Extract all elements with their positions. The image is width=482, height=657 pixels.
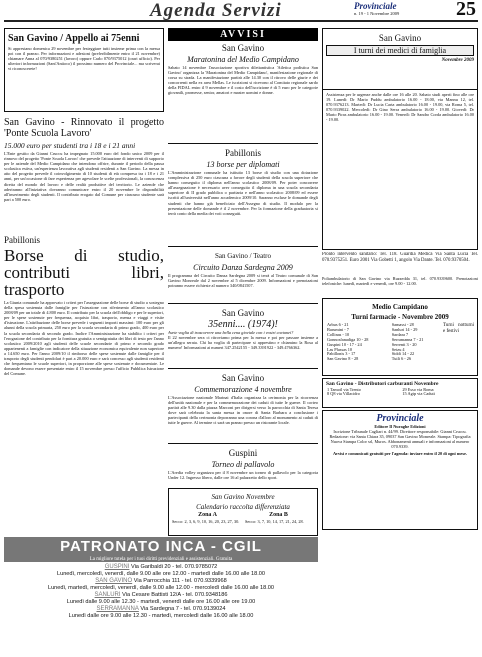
article-body: L'Ente gestito da Gianni Cruccu ha impegnato 15.000 euro del fondo unico 2009 per il rinnovo del progetto 'Ponte Scuola Lavoro' che prevede l'attuazione di interventi di supporto per le aziende del Medio Campidano che intendono offrire, durante il periodo della pausa scolastica estiva, un'esperienza lavorativa agli studenti residenti a San Gavino. La messa in atto del progetto prevede il coinvolgimento di 10 studenti di età compresa tra i 18 e i 21 anni, per un'occasione di fare esperienza per agevolare le scelte professionali, la conoscenza diretta del mondo del lavoro e delle realtà produttive del territorio. Le aziende che aderiranno all'iniziativa dovranno comunicare entro il 20 novembre le disponibilità all'inserimento degli studenti. Il contributo erogato dal Comune per ciascuno studente sarà pari a 500 euro. bbox=[4, 151, 164, 202]
zone-b-dates: Secco: 3, 7, 10, 14, 17, 21, 24, 28. bbox=[245, 519, 304, 524]
article-commemorazione bbox=[168, 371, 318, 441]
article-maratonina bbox=[168, 41, 318, 141]
office-city: SERRAMANNA bbox=[96, 606, 139, 612]
article-lead: Avete voglia di trascorrere una bella cena gioviale con i vostri coetanei? bbox=[168, 330, 294, 335]
article-kicker: Medio Campidano bbox=[372, 303, 428, 311]
zone-a-dates: Secco: 2, 3, 6, 9, 10, 16, 20, 23, 27, 30. bbox=[172, 519, 240, 524]
article-appello bbox=[4, 28, 164, 112]
farmacia-cell: Serrenti 3 - 20 bbox=[391, 341, 417, 347]
patronato-office-line bbox=[4, 599, 318, 606]
carburanti-title: San Gavino - Distributori carburanti Novembre bbox=[326, 381, 439, 387]
colophon-logo: Provinciale bbox=[376, 413, 424, 424]
farmacia-cell: Collinas - 10 bbox=[327, 331, 350, 337]
office-details: Via Cesare Battisti 12/A - tel. 070.9348186 bbox=[122, 592, 228, 598]
farmacia-cell: Setzu 4 bbox=[391, 346, 405, 352]
patronato-office-line bbox=[4, 564, 318, 571]
farmacia-cell: Sardara 7 bbox=[391, 331, 409, 337]
article-title: Borse di studio, contributi libri, trasporto bbox=[4, 246, 164, 299]
office-details: Lunedì, martedì, mercoledì, venerdì, dalle 9.00 alle 12.00 - mercoledì dalle 16.00 alle 18.00 bbox=[47, 585, 275, 591]
article-kicker: San Gavino Novembre bbox=[211, 493, 275, 501]
farmacia-cell: Arbus 6 - 21 bbox=[327, 322, 349, 327]
article-body: Il 22 novembre sera ci ritroviamo prima per la messa e poi per passare insieme a un'allegra serata. Chi ha voglia di partecipare si apprestino e chiamino la Rosa al numero! Informazioni ai numeri 347.2542155 - 349.3391922 - 349.4766362. bbox=[168, 335, 318, 351]
zone-a-label: Zona A bbox=[198, 512, 217, 518]
article-kicker: San Gavino / Teatro bbox=[215, 252, 271, 260]
patronato-subtitle: La migliore tutela per i tuoi diritti previdenziali e assistenziali. Gratuita bbox=[4, 557, 318, 562]
article-title: Commemorazione 4 novembre bbox=[194, 385, 292, 394]
farmacia-cell: Pabillonis 3 - 17 bbox=[327, 351, 356, 357]
zone-b-label: Zona B bbox=[269, 512, 288, 518]
medici-header bbox=[322, 28, 478, 90]
office-city: GUSPINI bbox=[104, 564, 130, 570]
page-number: 25 bbox=[456, 0, 476, 20]
colophon-body: Iscrizione Tribunale Cagliari n. 44/99. Direttore responsabile: Gianni Cruccu. Redazione: via Santa Chiara 35, 09037 San Gavino Monreale. Stampa: Tipografia Nuova Stampa Color srl, Muros. Abbonamenti annuali e informazioni al numero 070.9339. bbox=[329, 429, 471, 450]
patronato-office-line bbox=[4, 613, 318, 620]
article-pallavolo bbox=[168, 446, 318, 486]
divider bbox=[168, 303, 318, 304]
farmacia-cell: San Gavino 8 - 28 bbox=[327, 356, 359, 362]
article-borse bbox=[4, 233, 164, 531]
office-details: Lunedì, mercoledì, venerdì, dalle 9.00 alle ore 12.00 - martedì dalle 16.00 alle 18.00 bbox=[56, 571, 266, 577]
farmacie-note: Turni notturni e festivi bbox=[443, 323, 474, 334]
article-calendario bbox=[168, 488, 318, 536]
column-right bbox=[322, 28, 478, 533]
page-header bbox=[0, 0, 482, 26]
article-body: Si apprestano domenica 29 novembre per festeggiare tutti insieme prima con la messa poi con il pranzo. Per informazioni e adesioni (preferibilmente entro il 21 novembre) chiamare Anna al 070/9380251 (lavoro) oppure Carlo 070/9375012 (orari ufficio). Per ulteriori informazioni (Sant'Antioco) il prossimo numero del Provinciale... ma scriverai vi riconoscerete! bbox=[8, 46, 160, 72]
carburante-cell: 29 Esso via Roma bbox=[402, 386, 434, 392]
section-title: Agenda Servizi bbox=[150, 0, 282, 21]
article-35enni bbox=[168, 306, 318, 366]
farmacia-cell: Barumini - 7 bbox=[327, 326, 349, 332]
article-title: 13 borse per diplomati bbox=[206, 160, 280, 169]
avvisi-banner: AVVISI bbox=[168, 28, 318, 41]
colophon-ad bbox=[322, 410, 478, 530]
article-kicker: San Gavino bbox=[221, 308, 265, 318]
zone-dates bbox=[172, 519, 314, 524]
article-title: I turni dei medici di famiglia bbox=[326, 45, 474, 56]
article-tredici bbox=[168, 146, 318, 244]
patronato-office-line bbox=[4, 585, 318, 592]
article-danza bbox=[168, 249, 318, 301]
article-title: San Gavino - Rinnovato il progetto 'Ponte Scuola Lavoro' bbox=[4, 117, 164, 139]
farmacia-cell: Samassi - 28 bbox=[391, 322, 414, 327]
article-title: San Gavino / Appello ai 75enni bbox=[8, 33, 140, 44]
patronato-office-line bbox=[4, 592, 318, 599]
newspaper-logo: Provinciale bbox=[354, 1, 397, 11]
farmacia-cell: Sanluri 14 - 29 bbox=[391, 326, 418, 332]
patronato-office-line bbox=[4, 606, 318, 613]
farmacia-cell: Las Plassas 10 bbox=[327, 346, 353, 352]
farmacia-row bbox=[326, 357, 441, 362]
farmacia-cell: Gonnosfanadiga 10 - 28 bbox=[327, 336, 369, 342]
article-body: Sabato 14 novembre l'associazione sportiva dilettantistica 'Atletica podistica San Gavino' organizza la 'Maratonina del Medio Campidano', manifestazione regionale di corsa su strada. La manifestazione partirà alle 14.30 con il ritrovo delle giurie e dei concorrenti nella ex area Mellas. Le iscrizioni si ricevono al Comitato regionale sardo della FIDAL entro il 9 novembre e il costo dell'iscrizione è di 5 euro per le categorie giovanili, promesse, senior, amatori e master uomini e donne. bbox=[168, 65, 318, 96]
farmacia-cell: Guspini 10 - 17 - 24 bbox=[327, 341, 362, 347]
patronato-offices bbox=[4, 564, 318, 620]
office-city: SAN GAVINO bbox=[95, 578, 133, 584]
divider bbox=[168, 443, 318, 444]
patronato-office-line bbox=[4, 578, 318, 585]
farmacie-table bbox=[326, 323, 441, 362]
patronato-box bbox=[4, 537, 318, 653]
article-body: Il programma del Circuito Danza Sardegna 2009 si terrà al Teatro comunale di San Gavino Monreale dal 2 novembre al 5 dicembre 2009. Informazioni e prenotazioni potranno essere richieste al numero 340/0841507. bbox=[168, 273, 318, 289]
carburanti-box bbox=[322, 378, 478, 408]
article-body: La Giunta comunale ha approvato i criteri per l'assegnazione delle borse di studio a sostegno della spesa sostenuta dalle famiglie per l'istruzione con riferimento all'anno scolastico 2008/09 per un totale di 4.800 euro. Il contributo per la scuola dell'obbligo e per le superiori, per le spese sostenute per frequenza, acquisto libri, trasporto, mensa e viaggi e visite d'istruzione. L'attribuzione delle borse prevede i seguenti importi massimi: 100 euro per gli alunni della scuola primaria, 250 euro per la scuola secondaria di primo grado, 400 euro per la scuola secondaria di secondo grado. Inoltre l'Amministrazione ha stabilito i criteri per l'erogazione del contributo per la fornitura gratuita o semigratuita dei libri di testo per l'anno scolastico 2009/2010 agli studenti delle scuole secondarie di primo e secondo grado appartenenti a famiglie con indicatore della situazione economica equivalente non superiore a 14.650 euro. Per l'anno 2009/10 il rimborso delle spese sostenute dalle famiglie per il trasporto degli studenti pendolari è pari a 20.000 euro e sarà concesso agli studenti residenti che frequentano le scuole superiori, in proporzione alle spese sostenute e documentate. Le domande devono essere presentate entro il 15 novembre presso l'ufficio Pubblica Istruzione del Comune. bbox=[4, 300, 164, 377]
zone-headers bbox=[172, 512, 314, 519]
article-title: Maratonina del Medio Campidano bbox=[187, 55, 299, 64]
patronato-title: PATRONATO INCA - CGIL bbox=[4, 537, 318, 557]
pronto-text: Pronto intervento sanitario: Tel. 118. Guardia Medica Via Santa Lucia Tel. 070.9375251. Euro 2001 Via Gobetti 1, angolo Via Dante. Tel. 070.9370504. bbox=[322, 252, 478, 263]
farmacia-cell: Serramanna 7 - 21 bbox=[391, 336, 424, 342]
poliambulatorio-text: Poliambulatorio di San Gavino via Ruzzedda 31, tel. 070.9339600. Prenotazioni telefoniche: lunedì, martedì e venerdì, ore 9.00 - 12.00. bbox=[322, 276, 478, 287]
farmacia-cell: Siddi 14 - 22 bbox=[391, 351, 415, 357]
article-kicker: San Gavino bbox=[378, 33, 422, 43]
divider bbox=[168, 246, 318, 247]
article-subtitle: 15.000 euro per studenti tra i 18 e i 21 anni bbox=[4, 141, 136, 150]
article-body: L'Amministrazione comunale ha istituito 13 borse di studio con una dotazione complessiva di 250 euro ciascuna a favore degli studenti della scuola superiore che hanno conseguito il diploma nell'anno scolastico 2008/09. Per poter concorrere all'assegnazione è necessario aver conseguito il diploma in una scuola secondaria superiore di II grado pubblica o paritaria e nell'anno scolastico 2008/09 ed essere iscritti all'università nell'anno accademico 2009/10. Saranno escluse le domande degli studenti che hanno già beneficiato dell'Assegno di studio. Il modulo per la presentazione delle domande è il 2 novembre. Per la formazione della graduatoria si terrà conto della media dei voti conseguiti. bbox=[168, 170, 318, 216]
poliambulatorio bbox=[322, 276, 478, 298]
office-details: Via Parrocchia 111 - tel. 070.9339968 bbox=[133, 578, 227, 584]
office-city: SANLURI bbox=[94, 592, 121, 598]
carburanti-table bbox=[326, 388, 474, 398]
header-rule bbox=[4, 20, 478, 22]
column-left bbox=[4, 28, 164, 533]
farmacia-cell: Tuili 6 - 26 bbox=[391, 356, 412, 362]
article-title: Calendario raccolta differenziata bbox=[196, 503, 290, 511]
medici-month: Novembre 2009 bbox=[441, 58, 474, 63]
article-kicker: Pabillonis bbox=[224, 148, 261, 158]
divider bbox=[168, 368, 318, 369]
office-details: Lunedì dalle 9.00 alle 12.30 - martedì, venerdì dalle ore 16.00 alle ore 19.00 bbox=[66, 599, 256, 605]
office-details: Via Sardegna 7 - tel. 070.9139024 bbox=[140, 606, 226, 612]
carburante-cell: 8 Q8 via Villacidro bbox=[327, 391, 360, 397]
carburante-cell: 15 Agip via Caduti bbox=[402, 391, 435, 397]
article-title: 35enni.... (1974)! bbox=[208, 319, 278, 330]
medici-body: Assistenza per le urgenze anche dalle ore 16 alle 20. Sabato studi aperti fino alle ore 19. Lunedì: Dr Mario Puddu ambulatorio 16.00 - 18.00, via Mannu 12, tel. 070.9376213. Martedì: Dr Lucia Carta ambulatorio 16.00 - 19.00, via Roma 5, tel. 070.9339022. Mercoledì: Dr Gino Serra ambulatorio 16.00 - 19.00. Giovedì: Dr Mario Piras ambulatorio 16.00 - 19.00. Venerdì: Dr Sandro Corda ambulatorio 16.00 - 19.00. bbox=[326, 92, 474, 123]
medici-list bbox=[322, 90, 478, 250]
article-title: Circuito Danza Sardegna 2009 bbox=[193, 263, 293, 272]
colophon-editor: Editore Il Nuraghe Edizioni bbox=[374, 424, 426, 429]
article-kicker: Guspini bbox=[228, 448, 258, 458]
issue-date: n. 19 - 1 Novembre 2009 bbox=[354, 11, 400, 16]
office-details: Via Garibaldi 20 - tel. 070.9785072 bbox=[130, 564, 218, 570]
article-kicker: Pabillonis bbox=[4, 235, 41, 245]
divider bbox=[168, 143, 318, 144]
colophon-footer: Avvisi e comunicati gratuiti per l'agenda: inviare entro il 20 di ogni mese. bbox=[333, 451, 467, 457]
article-title: Turni farmacie - Novembre 2009 bbox=[351, 313, 449, 321]
article-rinnovato bbox=[4, 115, 164, 231]
column-middle bbox=[168, 28, 318, 533]
article-body: L'Associazione nazionale Marinai d'Italia organizza la cerimonia per la ricorrenza dell'unità nazionale e per la commemorazione dei caduti di tutte le guerre. Il corteo partirà alle 9.30 dalla piazza Marconi per dirigersi verso la parrocchia di Santa Teresa dove sarà celebrata la santa messa in onore di Santa Barbara a conclusione i partecipanti della cerimonia deporranno una corona d'alloro al monumento ai caduti di tutte le guerre. Al termine ci sarà un pranzo presso un ristorante locale. bbox=[168, 395, 318, 426]
article-kicker: San Gavino bbox=[221, 43, 265, 53]
pronto-intervento bbox=[322, 252, 478, 276]
article-body: L'Aredia volley organizza per il 8 novembre un torneo di pallavolo per la categoria Under 12. Ingresso libero, dalle ore 16 al palazzetto dello sport. bbox=[168, 470, 318, 481]
farmacie-box bbox=[322, 298, 478, 376]
carburante-cell: 1 Tamoil via Trento bbox=[327, 386, 361, 392]
carburante-row bbox=[326, 392, 474, 397]
office-details: Lunedì dalle ore 9.00 alle 12.30 - martedì, mercoledì dalle 16.00 alle 18.00 bbox=[68, 613, 254, 619]
patronato-office-line bbox=[4, 571, 318, 578]
article-kicker: San Gavino bbox=[221, 373, 265, 383]
article-title: Torneo di pallavolo bbox=[211, 460, 275, 469]
